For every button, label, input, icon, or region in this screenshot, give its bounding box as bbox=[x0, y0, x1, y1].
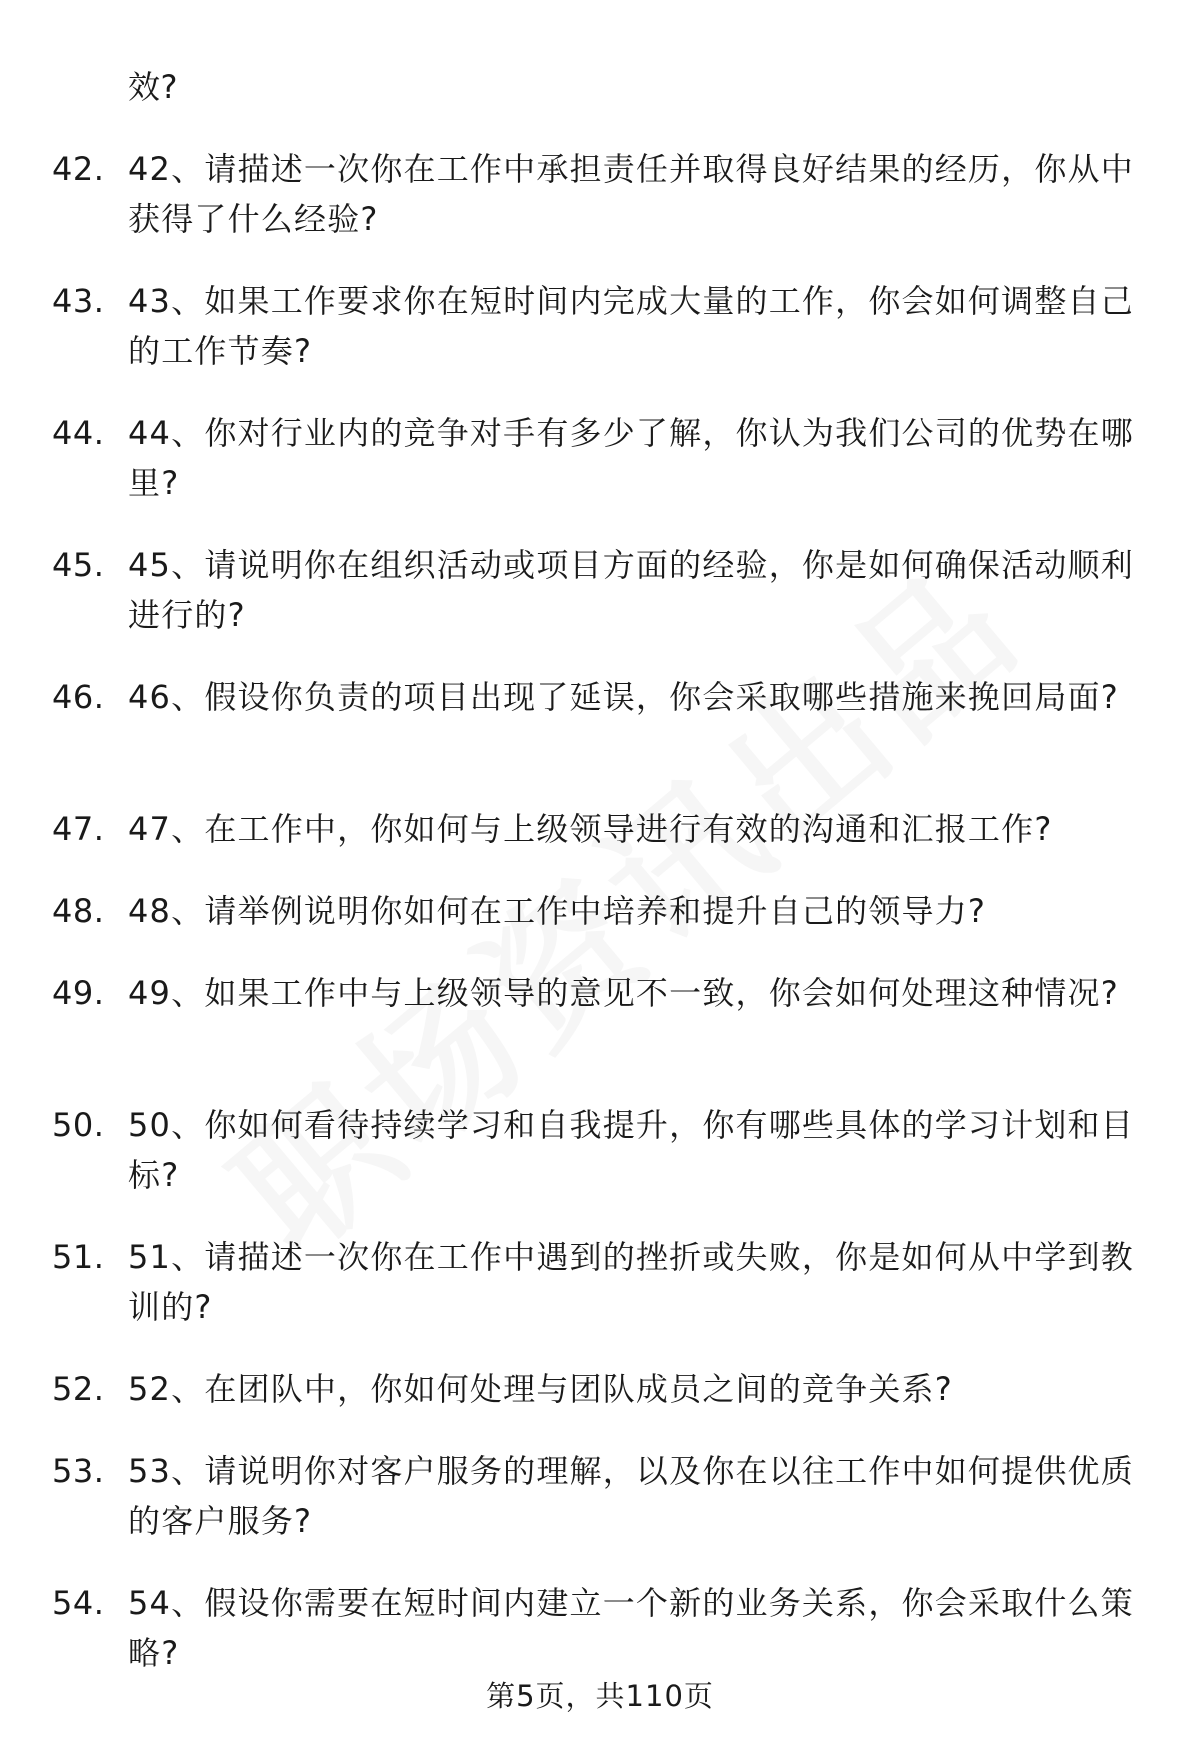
list-item bbox=[0, 672, 1200, 804]
question-number: 45. bbox=[52, 546, 105, 584]
list-item bbox=[0, 886, 1200, 968]
question-text: 51、请描述一次你在工作中遇到的挫折或失败，你是如何从中学到教训的? bbox=[128, 1238, 1134, 1326]
question-number: 43. bbox=[52, 282, 105, 320]
question-number: 47. bbox=[52, 810, 105, 848]
question-number: 53. bbox=[52, 1452, 105, 1490]
question-number: 52. bbox=[52, 1370, 105, 1408]
question-text: 54、假设你需要在短时间内建立一个新的业务关系，你会采取什么策略? bbox=[128, 1584, 1134, 1672]
question-text: 44、你对行业内的竞争对手有多少了解，你认为我们公司的优势在哪里? bbox=[128, 414, 1134, 502]
page-footer: 第5页，共110页 bbox=[486, 1679, 714, 1713]
list-item bbox=[0, 1232, 1200, 1364]
question-text: 53、请说明你对客户服务的理解，以及你在以往工作中如何提供优质的客户服务? bbox=[128, 1452, 1134, 1540]
question-number: 42. bbox=[52, 150, 105, 188]
question-number: 54. bbox=[52, 1584, 105, 1622]
previous-question-continuation: 效? bbox=[128, 68, 178, 106]
list-item bbox=[0, 540, 1200, 672]
question-text: 49、如果工作中与上级领导的意见不一致，你会如何处理这种情况? bbox=[128, 974, 1119, 1012]
question-list bbox=[0, 144, 1200, 1710]
list-item bbox=[0, 408, 1200, 540]
question-text: 48、请举例说明你如何在工作中培养和提升自己的领导力? bbox=[128, 892, 987, 930]
list-item bbox=[0, 1364, 1200, 1446]
question-text: 42、请描述一次你在工作中承担责任并取得良好结果的经历，你从中获得了什么经验? bbox=[128, 150, 1134, 238]
list-item bbox=[0, 1100, 1200, 1232]
question-text: 45、请说明你在组织活动或项目方面的经验，你是如何确保活动顺利进行的? bbox=[128, 546, 1134, 634]
question-text: 52、在团队中，你如何处理与团队成员之间的竞争关系? bbox=[128, 1370, 953, 1408]
question-number: 51. bbox=[52, 1238, 105, 1276]
question-text: 43、如果工作要求你在短时间内完成大量的工作，你会如何调整自己的工作节奏? bbox=[128, 282, 1134, 370]
question-text: 47、在工作中，你如何与上级领导进行有效的沟通和汇报工作? bbox=[128, 810, 1053, 848]
question-number: 48. bbox=[52, 892, 105, 930]
list-item bbox=[0, 1446, 1200, 1578]
list-item bbox=[0, 144, 1200, 276]
question-text: 46、假设你负责的项目出现了延误，你会采取哪些措施来挽回局面? bbox=[128, 678, 1119, 716]
list-item bbox=[0, 276, 1200, 408]
question-number: 49. bbox=[52, 974, 105, 1012]
question-text: 50、你如何看待持续学习和自我提升，你有哪些具体的学习计划和目标? bbox=[128, 1106, 1134, 1194]
question-number: 50. bbox=[52, 1106, 105, 1144]
list-item bbox=[0, 968, 1200, 1100]
question-number: 46. bbox=[52, 678, 105, 716]
question-number: 44. bbox=[52, 414, 105, 452]
list-item bbox=[0, 804, 1200, 886]
